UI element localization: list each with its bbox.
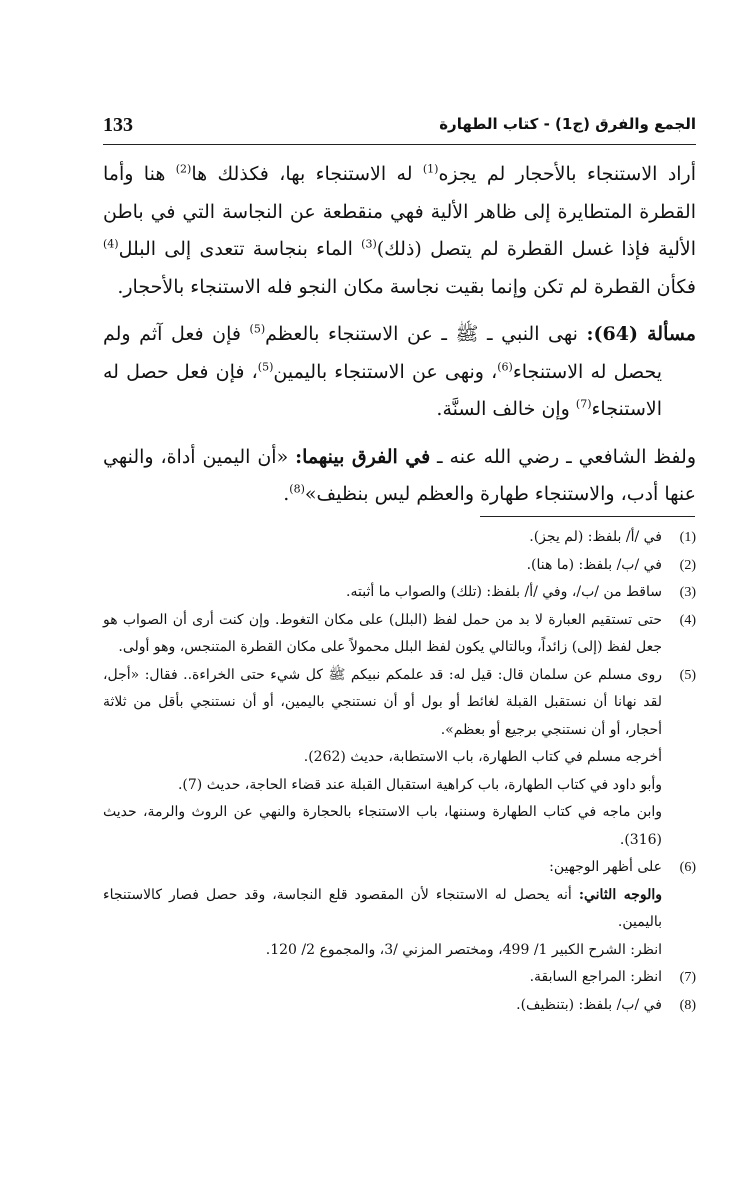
footnote-ref-4[interactable]: (4) [103,237,119,251]
footnote-2: (2) في /ب/ بلفظ: (ما هنا). [526,556,696,573]
main-text [103,156,696,514]
page-header [103,112,696,145]
issue-label: مسألة (64): [586,323,696,345]
running-title: الجمع والفرق (ج1) - كتاب الطهارة [439,115,696,133]
footnote-ref-5b[interactable]: (5) [257,360,274,374]
footnote-ref-1[interactable]: (1) [422,162,439,176]
footnote-5: (5) روى مسلم عن سلمان قال: قيل له: قد علمكم نبيكم ﷺ كل شيء حتى الخراءة.. فقال: «أجل، لقد نهانا أن نستقبل القبلة لغائط أو بول أو أن نستنجي باليمين، أو أن نستنجي بأقل من ثلاثة أحجار، أو أن نستنجي برجيع أو بعظم». أخرجه مسلم في كتاب الطهارة، باب الاستطابة، حديث (262). وأبو داود في كتاب الطهارة، باب كراهية استقبال القبلة عند قضاء الحاجة، حديث (7). وابن ماجه في كتاب الطهارة وسننها، باب الاستنجاء بالحجارة والنهي عن الروث والرمة، حديث (316). [103,666,696,848]
footnote-ref-5[interactable]: (5) [249,322,266,336]
footnote-3: (3) ساقط من /ب/، وفي /أ/ بلفظ: (تلك) والصواب ما أثبته. [346,584,696,600]
footnote-ref-8[interactable]: (8) [289,482,305,496]
footnote-1: (1) في /أ/ بلفظ: (لم يجز). [529,529,696,545]
footnote-8: (8) في /ب/ بلفظ: (بتنظيف). [516,996,696,1013]
footnote-ref-7[interactable]: (7) [575,397,592,411]
footnote-4: (4) حتى تستقيم العبارة لا بد من حمل لفظ (البلل) على مكان التغوط. وإن كنت أرى أن الصواب هو جعل لفظ (إلى) زائداً، وبالتالي يكون لفظ البلل محمولاً على مكان القطرة المتنجس، وهو أولى. [103,611,696,655]
paragraph-1: أراد الاستنجاء بالأحجار لم يجزه$^{(1)}$ له الاستنجاء بها، فكذلك ها$^{(2)}$ هنا وأما القطرة المتطايرة إلى ظاهر الألية فهي منقطعة عن النجاسة التي في باطن الألية فإذا غسل القطرة لم يتصل (ذلك)$^{(3)}$ الماء بنجاسة تتعدى إلى البلل$^{(4)}$ فكأن القطرة لم تكن وإنما بقيت نجاسة مكان النجو فله الاستنجاء بالأحجار. [103,162,697,298]
paragraph-shafii: ولفظ الشافعي ـ رضي الله عنه ـ في الفرق بينهما: «أن اليمين أداة، والنهي عنها أدب، والاستنجاء طهارة والعظم ليس بنظيف»$^{(8)}$. [103,445,696,505]
footnote-6: (6) على أظهر الوجهين: والوجه الثاني: أنه يحصل له الاستنجاء لأن المقصود قلع النجاسة، وقد حصل فصار كالاستنجاء باليمين. انظر: الشرح الكبير 1/ 499، ومختصر المزني /3، والمجموع 2/ 120. [103,859,696,958]
footnotes [103,524,696,1019]
footnote-ref-2[interactable]: (2) [175,162,192,176]
page-number: 133 [103,114,133,136]
footnote-ref-3[interactable]: (3) [361,237,377,251]
footnote-separator [480,516,695,517]
paragraph-issue-64: مسألة (64): نهى النبي ـ ﷺ ـ عن الاستنجاء بالعظم$^{(5)}$ فإن فعل آثم ولم يحصل له الاستنجاء$^{(6)}$، ونهى عن الاستنجاء باليمين$^{(5)}$، فإن فعل حصل له الاستنجاء$^{(7)}$ وإن خالف السنَّة. [103,322,696,420]
footnote-ref-6[interactable]: (6) [497,360,513,374]
footnote-7: (7) انظر: المراجع السابقة. [529,969,696,985]
